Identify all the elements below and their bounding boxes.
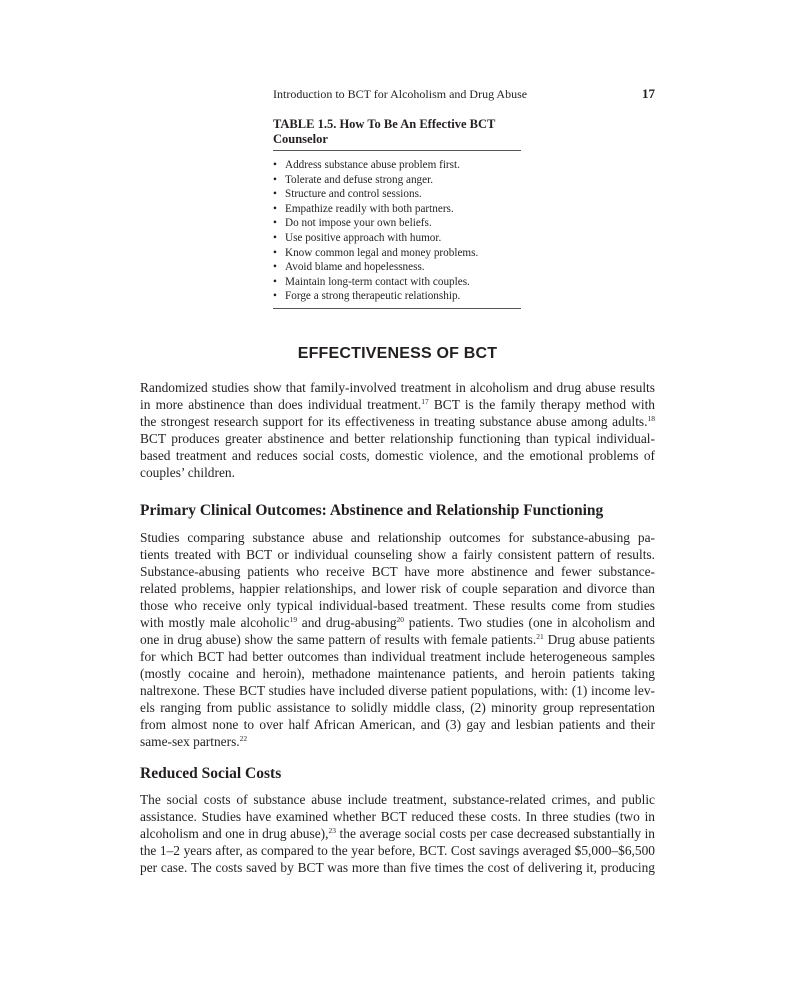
subheading-social-costs: Reduced Social Costs — [140, 765, 282, 782]
list-item-text: Do not impose your own beliefs. — [285, 217, 432, 230]
text-line: BCT produces greater abstinence and better relationship functioning than typical individual- — [140, 431, 655, 446]
text-line: couples’ children. — [140, 465, 235, 480]
text-line: for which BCT had better outcomes than individual treatment include heterogeneous samples — [140, 649, 655, 664]
text-run: and drug-abusing — [297, 615, 397, 630]
bullet-icon: • — [273, 202, 277, 215]
bullet-icon: • — [273, 217, 277, 230]
text-line: the 1–2 years after, as compared to the year before, BCT. Cost savings averaged $5,000–$6,500 — [140, 843, 655, 858]
running-header-title: Introduction to BCT for Alcoholism and Drug Abuse — [273, 87, 528, 101]
list-item-text: Empathize readily with both partners. — [285, 202, 454, 215]
subheading-clinical-outcomes: Primary Clinical Outcomes: Abstinence and Relationship Functioning — [140, 502, 604, 519]
footnote-ref: 21 — [536, 632, 544, 641]
list-item-text: Maintain long-term contact with couples. — [285, 275, 470, 288]
list-item-text: Avoid blame and hopelessness. — [285, 261, 425, 274]
text-run: one in drug abuse) show the same pattern of results with female patients. — [140, 632, 537, 647]
page-number: 17 — [642, 86, 655, 101]
table-caption-line-1: TABLE 1.5. How To Be An Effective BCT — [273, 117, 496, 131]
list-item-text: Tolerate and defuse strong anger. — [285, 173, 434, 186]
text-line — [140, 631, 655, 648]
footnote-ref: 20 — [396, 615, 405, 624]
text-line — [140, 614, 655, 631]
list-item — [273, 158, 521, 173]
text-line: tients treated with BCT or individual counseling show a fairly consistent pattern of results. — [140, 547, 655, 562]
list-item — [273, 289, 521, 304]
text-line — [140, 825, 655, 842]
list-item-text: Know common legal and money problems. — [285, 246, 479, 259]
footnote-ref: 17 — [421, 397, 429, 406]
list-item-text: Forge a strong therapeutic relationship. — [285, 290, 461, 303]
text-line: naltrexone. These BCT studies have included diverse patient populations, with: (1) income lev- — [140, 683, 655, 698]
text-run: with mostly male alcoholic — [140, 615, 290, 630]
bullet-icon: • — [273, 231, 277, 244]
text-line: The social costs of substance abuse include treatment, substance-related crimes, and public — [140, 792, 655, 807]
text-run: alcoholism and one in drug abuse), — [140, 826, 329, 841]
text-line: Randomized studies show that family-involved treatment in alcoholism and drug abuse results — [140, 380, 655, 395]
costs-paragraph — [140, 791, 655, 876]
text-line: Studies comparing substance abuse and relationship outcomes for substance-abusing pa- — [140, 530, 655, 545]
text-run: the average social costs per case decreased substantially in — [335, 826, 655, 841]
table-caption — [273, 117, 521, 151]
text-line — [140, 413, 655, 430]
text-run: same-sex partners. — [140, 734, 240, 749]
text-line: (mostly cocaine and heroin), methadone maintenance patients, and heroin patients taking — [140, 666, 655, 681]
text-run: the strongest research support for its effectiveness in treating substance abuse among adults. — [140, 414, 648, 429]
list-item — [273, 246, 521, 261]
bullet-icon: • — [273, 173, 277, 186]
text-line: els ranging from public assistance to solidly middle class, (2) minority group representation — [140, 700, 655, 715]
footnote-ref: 19 — [289, 615, 298, 624]
section-heading: EFFECTIVENESS OF BCT — [297, 345, 498, 362]
text-run: Drug abuse patients — [543, 632, 655, 647]
text-line: those who receive only typical individual-based treatment. These results come from studies — [140, 598, 655, 613]
bullet-icon: • — [273, 246, 277, 259]
list-item — [273, 231, 521, 246]
list-item — [273, 173, 521, 188]
text-line: related problems, happier relationships, and lower risk of couple separation and divorce than — [140, 581, 655, 596]
footnote-ref: 18 — [647, 414, 655, 423]
text-line — [140, 396, 655, 413]
bullet-icon: • — [273, 275, 277, 288]
text-line: per case. The costs saved by BCT was more than five times the cost of delivering it, producing — [140, 860, 655, 875]
bullet-icon: • — [273, 159, 277, 171]
list-item — [273, 260, 521, 275]
list-item — [273, 187, 521, 202]
text-line: Substance-abusing patients who receive BCT have more abstinence and fewer substance- — [140, 564, 655, 579]
list-item — [273, 216, 521, 231]
bullet-icon: • — [273, 188, 277, 201]
list-item-text: Use positive approach with humor. — [285, 231, 442, 244]
table-caption-line-2: Counselor — [273, 132, 328, 146]
intro-paragraph — [140, 379, 655, 481]
bullet-icon: • — [273, 290, 277, 303]
footnote-ref: 22 — [239, 734, 248, 743]
text-line — [140, 733, 655, 750]
list-item-text: Address substance abuse problem first. — [285, 159, 460, 171]
list-item — [273, 202, 521, 217]
text-line: from almost none to over half African American, and (3) gay and lesbian patients and their — [140, 717, 655, 732]
footnote-ref: 23 — [328, 826, 336, 835]
list-item-text: Structure and control sessions. — [285, 188, 422, 201]
text-run: in more abstinence than does individual treatment. — [140, 397, 422, 412]
text-line: based treatment and reduces social costs, domestic violence, and the emotional problems of — [140, 448, 655, 463]
text-run: patients. Two studies (one in alcoholism and — [404, 615, 655, 630]
text-line: assistance. Studies have examined whether BCT reduced these costs. In three studies (two in — [140, 809, 655, 824]
bullet-icon: • — [273, 261, 277, 274]
table-1-5 — [273, 117, 521, 309]
list-item — [273, 275, 521, 290]
text-run: BCT is the family therapy method with — [428, 397, 656, 412]
outcomes-paragraph — [140, 529, 655, 750]
table-bullet-list — [273, 151, 521, 309]
